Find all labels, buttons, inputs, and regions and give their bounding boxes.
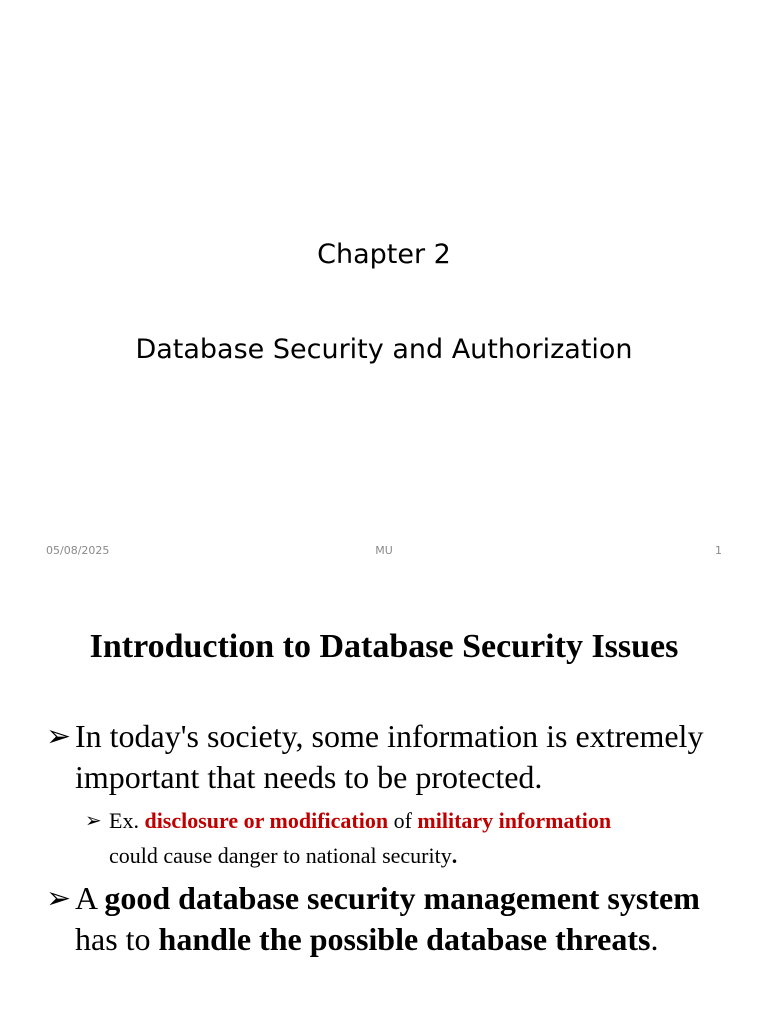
sub-text: could cause danger to national security [109,843,452,868]
bullet-item [46,716,735,798]
sub-bullet-item [85,803,729,873]
footer-center: MU [375,544,393,557]
arrow-bullet-icon: ➢ [85,808,102,832]
footer-date: 05/08/2025 [46,544,110,557]
bullet-text: In today's society, some information is extremely important that needs to be protected. [75,718,704,795]
chapter-title: Chapter 2 [317,239,451,270]
highlight-text: military information [417,808,612,833]
bold-text: good database security management system [104,880,700,916]
bullet-text-lead: A [75,880,105,916]
intro-slide [0,576,768,1024]
connector-text: of [388,808,418,833]
bullet-text-mid: has to [75,921,159,957]
slide-title: Introduction to Database Security Issues [89,628,679,665]
bold-text: handle the possible database threats [158,921,651,957]
arrow-bullet-icon: ➢ [46,881,72,916]
arrow-bullet-icon: ➢ [46,719,72,754]
bullet-item [46,878,735,960]
sub-ex-label: Ex. [109,808,145,833]
chapter-subtitle: Database Security and Authorization [135,334,633,365]
bullet-text-end: . [650,921,659,957]
sub-period: . [451,843,458,868]
highlight-text: disclosure or modification [144,808,389,833]
footer-page-number: 1 [715,544,722,557]
